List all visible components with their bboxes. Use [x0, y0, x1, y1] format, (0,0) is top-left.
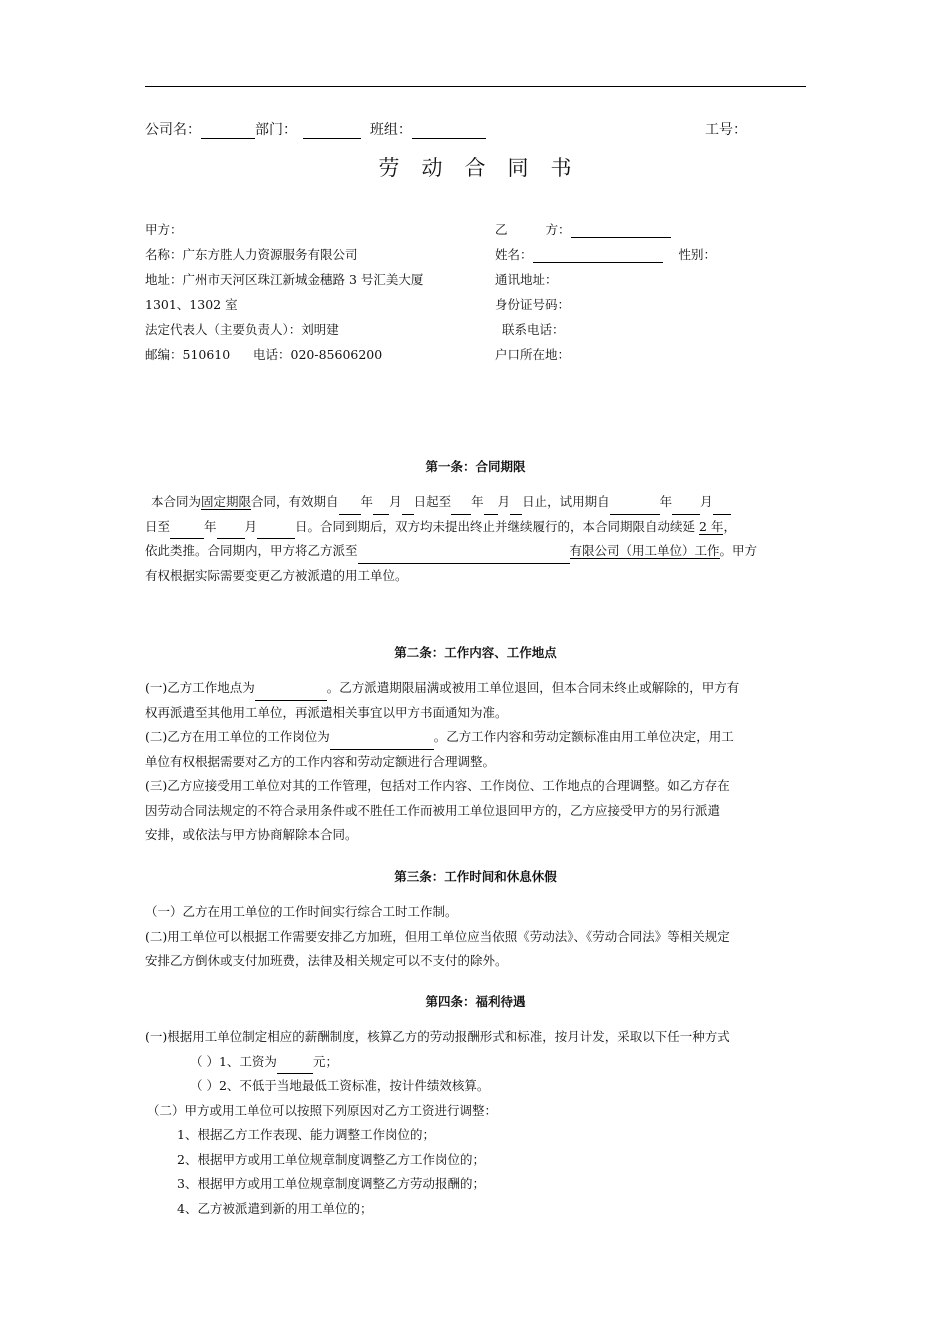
- contract-type-value: 固定期限: [201, 494, 252, 509]
- renewal-years-value: 2 年: [699, 518, 724, 534]
- party-b-label-1: 乙: [495, 222, 508, 237]
- party-b-label: [495, 220, 671, 238]
- company-blank[interactable]: [201, 124, 255, 139]
- party-a-rep: 法定代表人（主要负责人）：刘明建: [145, 322, 339, 337]
- article-3-title: 第三条：工作时间和休息休假: [394, 869, 557, 884]
- article-4-body: (一)根据用工单位制定相应的薪酬制度，核算乙方的劳动报酬形式和标准，按月计发，采取以下任一种方式 （ ）1、工资为 元； （ ）2、不低于当地最低工资标准，按计件绩效核算。 （二）甲方或用工单位可以按照下列原因对乙方工资进行调整： 1、根据乙方工作表现、能力调整工作岗位的； 2、根据甲方或用工单位规章制度调整乙方工作岗位的； 3、根据甲方或用工单位规章制度调整乙方劳动报酬的； 4、乙方被派遣到新的用工单位的；: [145, 1025, 806, 1221]
- article-3-body: （一）乙方在用工单位的工作时间实行综合工时工作制。 (二)用工单位可以根据工作需要安排乙方加班，但用工单位应当依照《劳动法》、《劳动合同法》等相关规定 安排乙方倒休或支付加班费，法律及相关规定可以不支付的除外。: [145, 904, 730, 968]
- salary-option-2[interactable]: （ ）2、不低于当地最低工资标准，按计件绩效核算。: [190, 1078, 490, 1093]
- list-item: 1、根据乙方工作表现、能力调整工作岗位的；: [177, 1127, 435, 1142]
- dept-blank[interactable]: [303, 124, 361, 139]
- empno-label: 工号：: [705, 122, 747, 138]
- list-item: 4、乙方被派遣到新的用工单位的；: [177, 1200, 373, 1216]
- party-a-label: 甲方：: [145, 222, 183, 237]
- party-a-name: 名称：广东方胜人力资源服务有限公司: [145, 247, 358, 262]
- dept-label: 部门：: [255, 122, 297, 138]
- dispatch-company-blank[interactable]: [358, 549, 570, 564]
- document-title: 劳动合同书: [378, 156, 594, 180]
- article-1-body: 本合同为固定期限合同，有效期自 年 月 日起至 年 月 日止，试用期自 年 月 日至 年 月 日。合同到期后，双方均未提出终止并继续履行的，本合同期限自动续延 2 年， 依此类推。合同期内，甲方将乙方派至 有限公司（用工单位）工作。甲方 有权根据实际需要变更乙方被派遣的用工单位。: [145, 494, 758, 583]
- header-rule: [145, 86, 806, 87]
- party-b-phone-label: 联系电话：: [502, 322, 565, 337]
- party-a-address-1: 地址：广州市天河区珠江新城金穗路 3 号汇美大厦: [145, 272, 424, 287]
- party-b-blank[interactable]: [571, 223, 671, 238]
- company-field[interactable]: [145, 119, 486, 139]
- article-2-body: (一)乙方工作地点为 。乙方派遣期限届满或被用工单位退回，但本合同未终止或解除的，甲方有 权再派遣至其他用工单位，再派遣相关事宜以甲方书面通知为准。 (二)乙方在用工单位的工作岗位为 。乙方工作内容和劳动定额标准由用工单位决定，用工 单位有权根据需要对乙方的工作内容和劳动定额进行合理调整。 (三)乙方应接受用工单位对其的工作管理，包括对工作内容、工作岗位、工作地点的合理调整。如乙方存在 因劳动合同法规定的不符合录用条件或不胜任工作而被用工单位退回甲方的，乙方应接受甲方的另行派遣 安排，或依法与甲方协商解除本合同。: [145, 680, 740, 842]
- party-b-address-label: 通讯地址：: [495, 272, 558, 287]
- party-a-phone: 电话：020-85606200: [253, 347, 383, 362]
- empno-field[interactable]: [705, 119, 747, 139]
- party-b-id-label: 身份证号码：: [495, 297, 571, 312]
- salary-amount-blank[interactable]: [277, 1059, 313, 1074]
- party-a-address-2: 1301、1302 室: [145, 297, 238, 312]
- party-b-label-2: 方：: [545, 222, 571, 237]
- party-b-gender-label: 性别：: [678, 247, 717, 262]
- dispatch-company-suffix: 有限公司（用工单位）工作: [569, 543, 720, 558]
- list-item: 3、根据甲方或用工单位规章制度调整乙方劳动报酬的；: [177, 1176, 485, 1191]
- list-item: 2、根据甲方或用工单位规章制度调整乙方工作岗位的；: [177, 1151, 485, 1167]
- party-b-name-label: 姓名：: [495, 247, 533, 262]
- team-blank[interactable]: [412, 124, 486, 139]
- article-4-title: 第四条：福利待遇: [425, 994, 526, 1009]
- company-label: 公司名：: [145, 122, 201, 138]
- party-b-name-blank[interactable]: [533, 248, 663, 263]
- work-location-blank[interactable]: [255, 686, 327, 701]
- article-2-title: 第二条：工作内容、工作地点: [394, 645, 557, 660]
- article-1-title: 第一条：合同期限: [425, 459, 526, 474]
- team-label: 班组：: [369, 122, 412, 138]
- party-b-name-field[interactable]: [495, 245, 716, 263]
- work-post-blank[interactable]: [330, 735, 434, 750]
- salary-option-1[interactable]: （ ）1、工资为 元；: [145, 1050, 806, 1075]
- party-a-postcode: 邮编：510610: [145, 347, 231, 362]
- party-b-hukou-label: 户口所在地：: [495, 347, 571, 362]
